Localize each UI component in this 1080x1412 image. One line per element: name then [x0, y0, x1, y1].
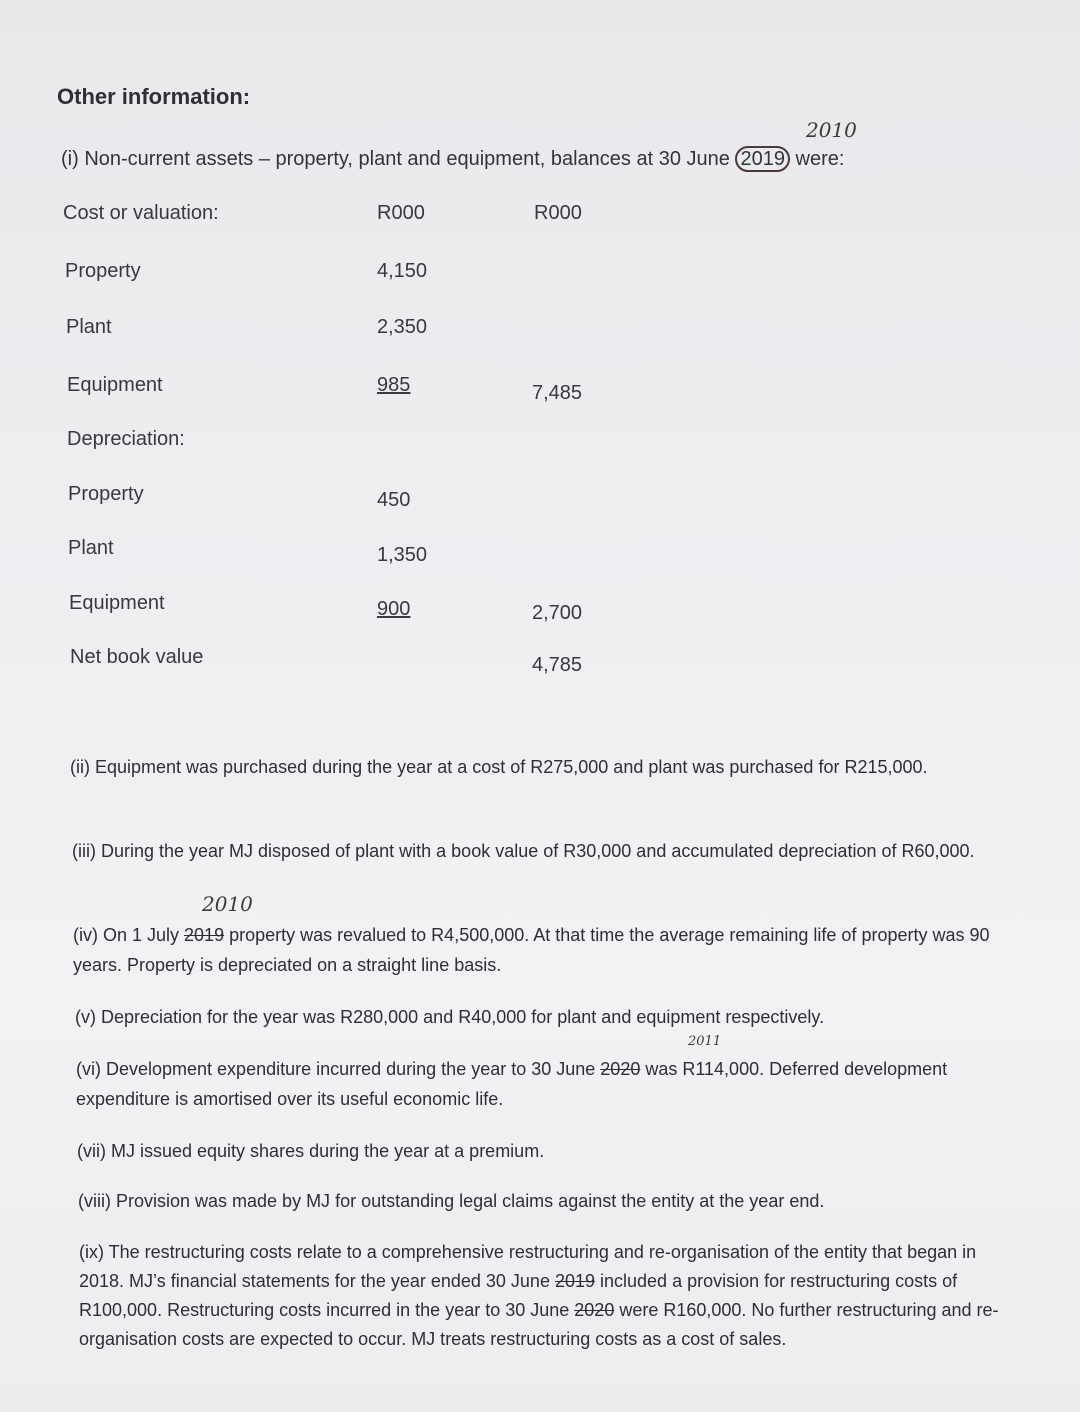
- depreciation-label: Depreciation:: [67, 428, 185, 450]
- struck-year: 2019: [554, 1271, 596, 1291]
- row-value: 900: [377, 598, 411, 620]
- note-ix: [79, 1238, 1024, 1354]
- handwritten-year-note: 2011: [688, 1034, 722, 1049]
- row-value: 985: [377, 374, 411, 396]
- handwritten-year-note: 2010: [806, 118, 857, 142]
- row-label: Property: [65, 260, 141, 282]
- note-iii: (iii) During the year MJ disposed of plant with a book value of R30,000 and accumulated depreciation of R60,000.: [72, 841, 975, 861]
- row-label: Property: [68, 483, 144, 505]
- cost-label: Cost or valuation:: [63, 202, 219, 224]
- note-v: (v) Depreciation for the year was R280,000 and R40,000 for plant and equipment respectively.: [75, 1007, 825, 1027]
- handwritten-year-note: 2010: [202, 892, 253, 916]
- section-heading: Other information:: [57, 84, 251, 109]
- row-value: 450: [377, 489, 411, 511]
- struck-year: 2020: [574, 1300, 615, 1320]
- row-value: 4,150: [377, 260, 428, 282]
- row-total: 2,700: [532, 602, 583, 624]
- note-viii: (viii) Provision was made by MJ for outstanding legal claims against the entity at the year end.: [78, 1191, 825, 1211]
- row-total: 7,485: [532, 382, 583, 404]
- note-iv: [73, 920, 993, 980]
- note-vi-after: was R114,000. Deferred development expenditure is amortised over its useful economic life.: [76, 1059, 948, 1109]
- note-vi: [76, 1054, 976, 1114]
- circled-year: 2019: [735, 146, 790, 172]
- row-value: 1,350: [377, 544, 428, 566]
- col1-header: R000: [377, 202, 425, 224]
- note-vi-before: (vi) Development expenditure incurred during the year to 30 June: [76, 1059, 601, 1079]
- table-row: [0, 592, 1080, 622]
- depreciation-header-row: [0, 428, 1080, 458]
- col2-header: R000: [534, 202, 582, 224]
- note-ii: (ii) Equipment was purchased during the year at a cost of R275,000 and plant was purchased for R215,000.: [70, 757, 928, 777]
- note-iv-before: (iv) On 1 July: [73, 925, 185, 945]
- nbv-value: 4,785: [532, 654, 583, 676]
- struck-year: 2020: [600, 1059, 641, 1079]
- table-row: [0, 483, 1080, 513]
- note-vii: (vii) MJ issued equity shares during the year at a premium.: [77, 1141, 545, 1161]
- note-iv-after: property was revalued to R4,500,000. At that time the average remaining life of property was 90 years. Property is depreciated on a straight line basis.: [73, 925, 990, 975]
- intro-line: [61, 146, 1041, 172]
- schedule-header-row: [0, 202, 1080, 232]
- nbv-label: Net book value: [70, 646, 204, 668]
- table-row: [0, 316, 1080, 346]
- table-row: [0, 374, 1080, 404]
- row-label: Plant: [66, 316, 112, 338]
- table-row: [0, 260, 1080, 290]
- row-label: Plant: [68, 537, 114, 559]
- row-label: Equipment: [67, 374, 163, 396]
- struck-year: 2019: [184, 925, 225, 945]
- note-ix-b: included a provision for restructuring costs of R100,000. Restructuring costs incurred in the year to 30 June: [79, 1271, 958, 1320]
- table-row: [0, 537, 1080, 567]
- intro-text-after: were:: [789, 148, 845, 170]
- row-value: 2,350: [377, 316, 428, 338]
- nbv-row: [0, 646, 1080, 676]
- intro-text-before: (i) Non-current assets – property, plant and equipment, balances at 30 June: [61, 148, 736, 170]
- note-ix-a: (ix) The restructuring costs relate to a comprehensive restructuring and re-organisation of the entity that began in 2018. MJ’s financial statements for the year ended 30 June: [79, 1242, 977, 1291]
- note-ix-c: were R160,000. No further restructuring and re-organisation costs are expected to occur. MJ treats restructuring costs as a cost of sales.: [79, 1300, 999, 1349]
- row-label: Equipment: [69, 592, 165, 614]
